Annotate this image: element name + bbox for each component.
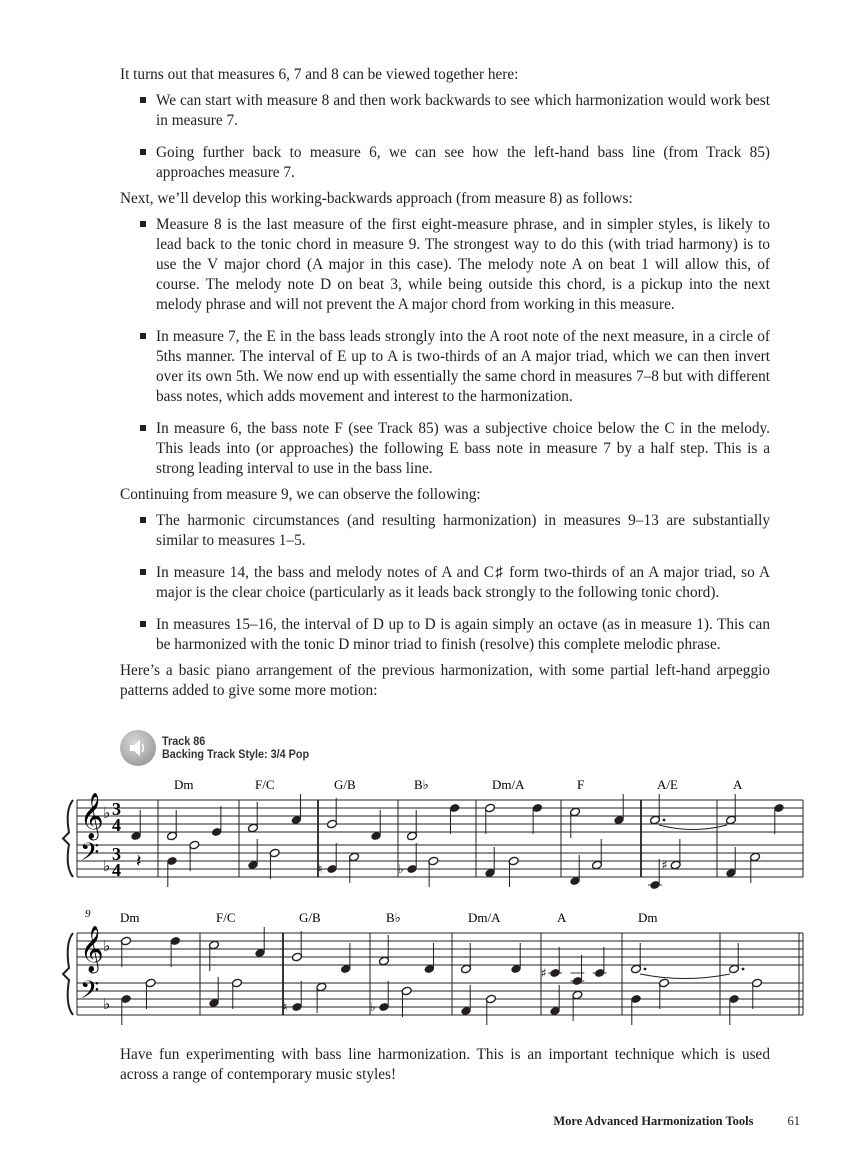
accidental: ♮ [283,1000,288,1014]
key-signature-flat: ♭ [103,937,111,955]
bass-clef-icon: 𝄢 [80,838,100,873]
chord-symbol: G/B [299,910,321,925]
list-item-text: In measure 7, the E in the bass leads strongly into the A root note of the next measure, in a circle of 5ths manner. The interval of E up to A is two-thirds of an A major triad, which we can then invert over its own 5th. We now end up with essentially the same chord in measures 7–8 but with different bass notes, which adds movement and interest to the harmonization. [156,328,770,405]
list-item-text: Going further back to measure 6, we can see how the left-hand bass line (from Track 85) approaches measure 7. [156,144,770,181]
track-title: Track 86 [162,734,206,748]
closing-paragraph: Have fun experimenting with bass line harmonization. This is an important technique which is used across a range of contemporary music styles! [120,1046,770,1083]
accidental: ♭ [398,862,404,876]
paragraph: Continuing from measure 9, we can observe the following: [120,486,481,503]
chord-symbol: B♭ [386,910,401,925]
paragraph: Here’s a basic piano arrangement of the previous harmonization, with some partial left-hand arpeggio patterns added to give some more motion: [120,662,770,699]
chord-symbol: B♭ [414,777,429,792]
accidental: ♭ [370,1000,376,1014]
dot [742,968,745,971]
list-item-text: In measures 15–16, the interval of D up to D is again simply an octave (as in measure 1). This can be harmonized with the tonic D minor triad to finish (resolve) this complete melodic phrase. [156,616,770,653]
chord-symbol: Dm [638,910,658,925]
dot [663,819,666,822]
chord-symbol: F/C [255,777,275,792]
chord-symbol: A [733,777,743,792]
bass-clef-icon: 𝄢 [80,976,100,1011]
accidental: ♮ [318,862,323,876]
accidental: ♯ [541,966,547,980]
chord-symbol: F [577,777,585,792]
list-item-text: The harmonic circumstances (and resulting harmonization) in measures 9–13 are substantially similar to measures 1–5. [156,512,770,549]
chord-symbol: Dm [120,910,140,925]
chord-symbol: Dm/A [492,777,525,792]
chord-symbol: Dm [174,777,194,792]
brace [63,800,73,877]
page-number: 61 [787,1114,800,1128]
chord-symbol: F/C [216,910,236,925]
list-item-text: In measure 6, the bass note F (see Track 85) was a subjective choice below the C in the melody. This leads into (or approaches) the following E bass note in measure 7 by a half step. This is a strong leading interval to use in the bass line. [156,420,770,477]
list-item-text: We can start with measure 8 and then work backwards to see which harmonization would work best in measure 7. [156,92,770,129]
time-signature-bottom: 4 [112,860,121,880]
accidental: ♯ [661,858,668,872]
quarter-rest-icon: 𝄽 [136,851,142,872]
track-style: Backing Track Style: 3/4 Pop [162,747,310,761]
treble-clef-icon: 𝄞 [80,793,104,839]
time-signature-bottom: 4 [112,815,121,835]
chord-symbol: Dm/A [468,910,501,925]
key-signature-flat: ♭ [103,857,111,875]
key-signature-flat: ♭ [103,804,111,822]
time-signature-top: 3 [112,844,121,864]
brace [63,933,73,1015]
measure-number: 9 [85,908,91,920]
key-signature-flat: ♭ [103,995,111,1013]
chord-symbol: A/E [657,777,678,792]
paragraph: Next, we’ll develop this working-backwards approach (from measure 8) as follows: [120,190,633,207]
tie [640,974,730,979]
list-item-text: Measure 8 is the last measure of the first eight-measure phrase, and in simpler styles, is likely to lead back to the tonic chord in measure 9. The strongest way to do this (with triad harmony) is to use the V major chord (A major in this case). The melody note A on beat 1 will allow this, of course. The melody note D on beat 3, while being outside this chord, is a pickup into the next melody phrase and will not prevent the A major chord from working in this measure. [156,216,770,313]
time-signature-top: 3 [112,799,121,819]
page-footer [553,1114,800,1129]
chord-symbol: G/B [334,777,356,792]
list-item-text: In measure 14, the bass and melody notes of A and C♯ form two-thirds of an A major triad, so A major is the clear choice (particularly as it leads back strongly to the following tonic chord). [156,564,770,601]
section-title: More Advanced Harmonization Tools [553,1114,754,1128]
dot [644,968,647,971]
chord-symbol: A [557,910,567,925]
treble-clef-icon: 𝄞 [80,926,104,972]
paragraph: It turns out that measures 6, 7 and 8 can be viewed together here: [120,66,519,83]
